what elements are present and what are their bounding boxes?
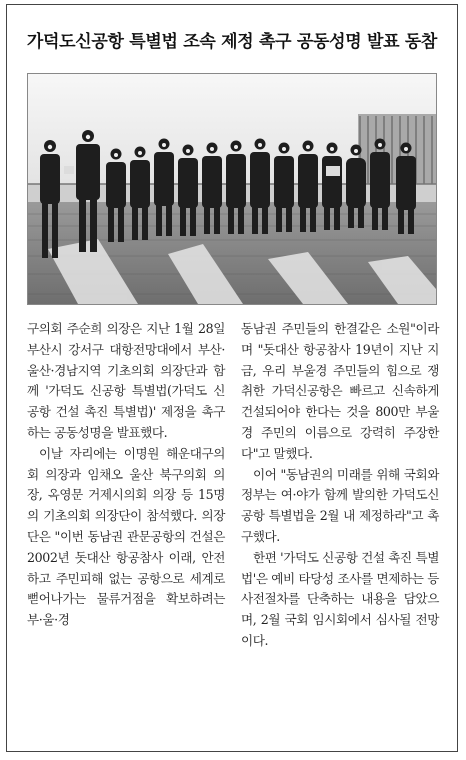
photo-illustration bbox=[28, 74, 436, 304]
body-paragraph: 한편 '가덕도 신공항 건설 촉진 특별법'은 예비 타당성 조사를 면제하는 등 사전절차를 단축하는 내용을 담았으며, 2월 국회 임시회에서 심사될 전망이다. bbox=[241, 549, 439, 648]
body-column-right bbox=[241, 319, 439, 652]
body-paragraph: 이날 자리에는 이명원 해운대구의회 의장과 임채오 울산 북구의회 의장, 옥영문 거제시의회 의장 등 15명의 기초의회 의장단이 참석했다. 의장단은 "이번 동남권 관문공항의 건설은 2002년 돗대산 항공참사 이래, 안전하고 주민피해 없는 공항으로 세계로 뻗어나가는 물류거점을 확보하려는 부·울·경 bbox=[27, 445, 225, 628]
news-photo bbox=[27, 73, 437, 305]
article-frame bbox=[6, 4, 458, 752]
body-paragraph: 동남권 주민들의 한결같은 소원"이라며 "돗대산 항공참사 19년이 지난 지금, 우리 부울경 주민들의 힘으로 쟁취한 가덕신공항은 빠르고 신속하게 건설되어야 한다는 것을 800만 부울경 주민의 이름으로 강력히 주장한다"고 말했다. bbox=[241, 321, 439, 461]
body-paragraph: 이어 "동남권의 미래를 위해 국회와 정부는 여·야가 함께 발의한 가덕도신공항 특별법을 2월 내 제정하라"고 촉구했다. bbox=[241, 466, 439, 544]
article-headline: 가덕도신공항 특별법 조속 제정 촉구 공동성명 발표 동참 bbox=[26, 32, 438, 52]
body-column-left bbox=[27, 319, 225, 631]
article-body bbox=[27, 319, 439, 749]
body-paragraph: 구의회 주순희 의장은 지난 1월 28일 부산시 강서구 대항전망대에서 부산·울산·경남지역 기초의회 의장단과 함께 '가덕도 신공항 특별법(가덕도 신공항 건설 촉진 특별법)' 제정을 촉구하는 공동성명을 발표했다. bbox=[27, 321, 225, 440]
